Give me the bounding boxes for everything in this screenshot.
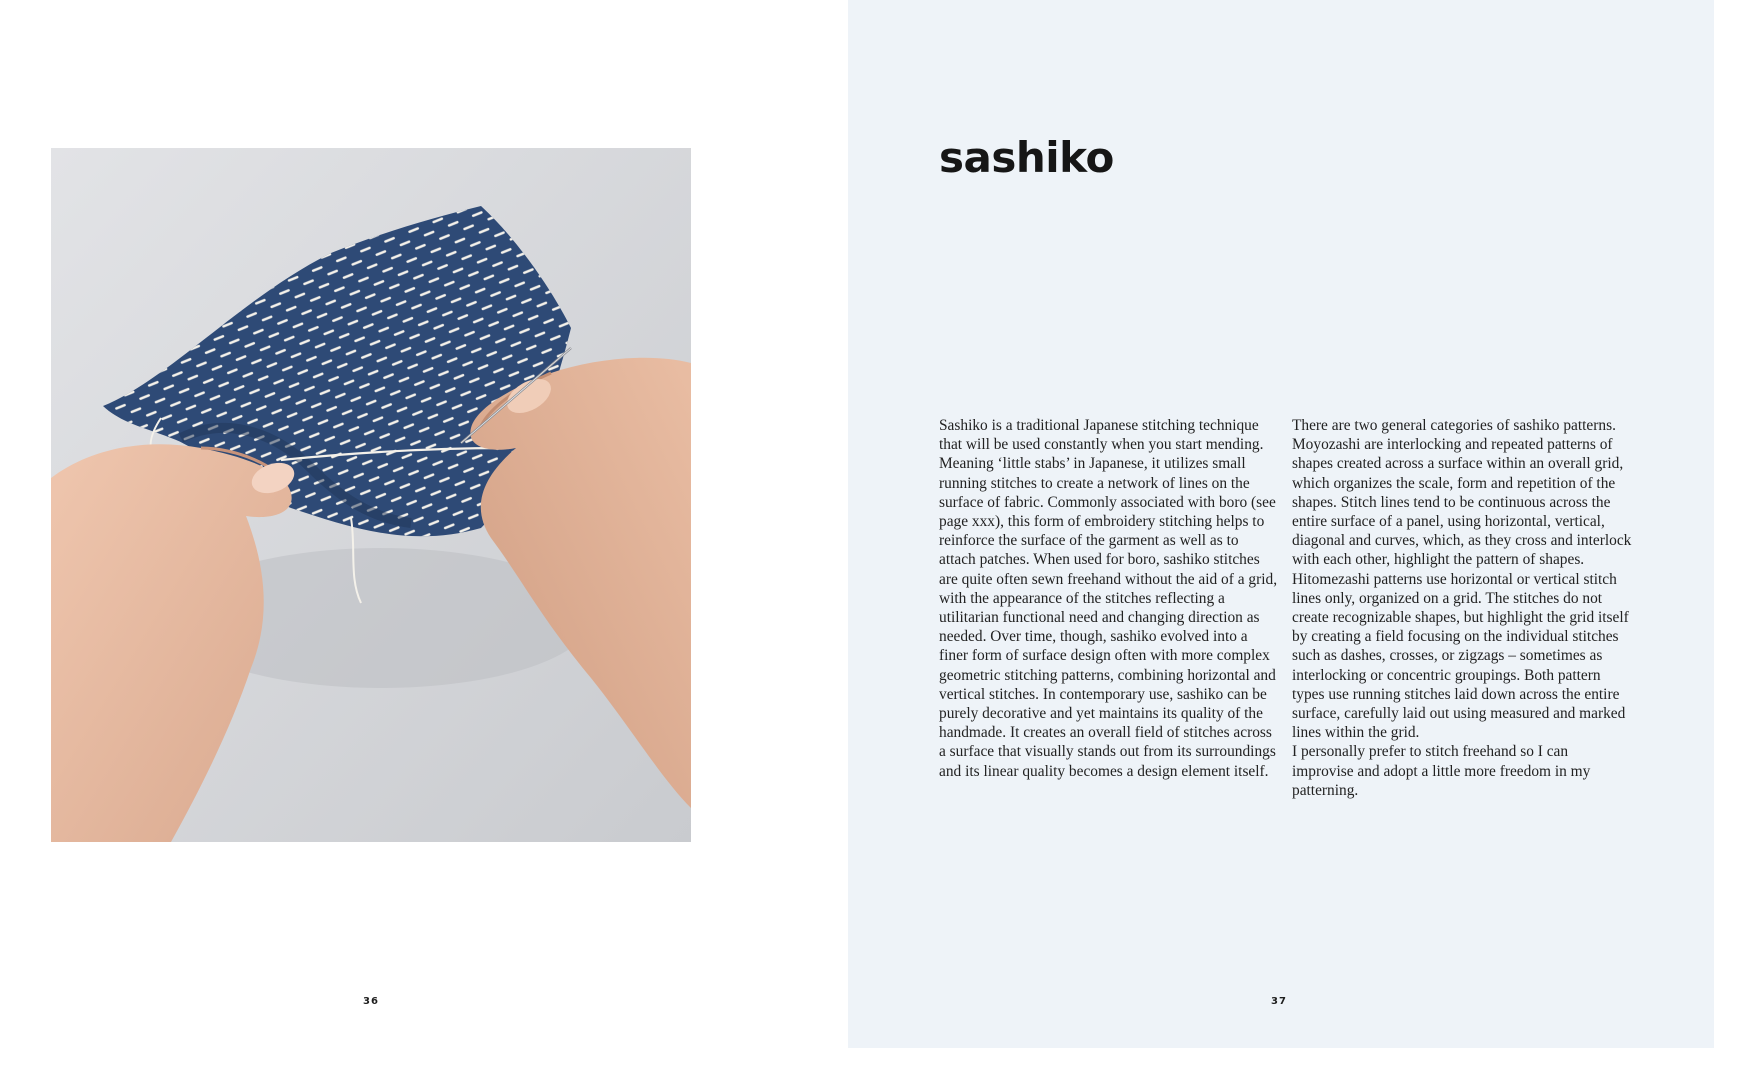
left-page [0, 0, 848, 1048]
page-title: sashiko [939, 133, 1114, 182]
body-column-1: Sashiko is a traditional Japanese stitching technique that will be used constantly when you start mending. Meaning ‘little stabs’ in Japanese, it utilizes small running stitches to create a network of lines on the surface of fabric. Commonly associated with boro (see page xxx), this form of embroidery stitching helps to reinforce the surface of the garment as well as to attach patches. When used for boro, sashiko stitches are quite often sewn freehand without the aid of a grid, with the appearance of the stitches reflecting a utilitarian functional need and changing direction as needed. Over time, though, sashiko evolved into a finer form of surface design often with more complex geometric stitching patterns, combining horizontal and vertical stitches. In contemporary use, sashiko can be purely decorative and yet maintains its quality of the handmade. It creates an overall field of stitches across a surface that visually stands out from its surroundings and its linear quality becomes a design element itself. [939, 417, 1278, 780]
right-page-number: 37 [1271, 996, 1287, 1007]
hands-stitching-sashiko-icon [51, 148, 691, 842]
left-page-number: 36 [363, 996, 379, 1007]
body-column-2-paragraph-2: I personally prefer to stitch freehand so I can improvise and adopt a little more freedom in my patterning. [1292, 743, 1591, 799]
right-page [848, 0, 1714, 1048]
body-column-2 [1292, 416, 1632, 800]
sashiko-stitching-photo [51, 148, 691, 842]
body-column-2-paragraph-1: There are two general categories of sashiko patterns. Moyozashi are interlocking and repeated patterns of shapes created across a surface within an overall grid, which organizes the scale, form and repetition of the shapes. Stitch lines tend to be continuous across the entire surface of a panel, using horizontal, vertical, diagonal and curves, which, as they cross and interlock with each other, highlight the pattern of shapes. Hitomezashi patterns use horizontal or vertical stitch lines only, organized on a grid. The stitches do not create recognizable shapes, but highlight the grid itself by creating a field focusing on the individual stitches such as dashes, crosses, or zigzags – sometimes as interlocking or concentric groupings. Both pattern types use running stitches laid down across the entire surface, carefully laid out using measured and marked lines within the grid. [1292, 417, 1632, 742]
